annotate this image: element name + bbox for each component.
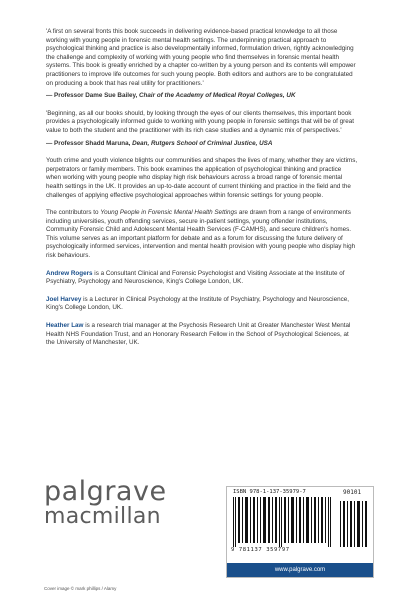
author-bio-harvey: Joel Harvey is a Lecturer in Clinical Psychology at the Institute of Psychiatry, Psychology and Neuroscience, King's College London, UK. <box>46 295 349 312</box>
author-bio-rogers: Andrew Rogers is a Consultant Clinical and Forensic Psychologist and Visiting Associate at the Institute of Psychiatry, Psychology and Neuroscience, King's College London, UK. <box>46 269 345 286</box>
description-paragraph-2: The contributors to Young People in Forensic Mental Health Settings are drawn from a range of environments including universities, youth offending services, secure in-patient settings, young offender institutions, Community Forensic Child and Adolescent Mental Health Services (F-CAMHS), and secure children's homes. This volume serves as an important platform for debate and as a forum for discussing the future delivery of psychologically informed services, intervention and mental health provision with young people who display high risk behaviours. <box>46 209 356 260</box>
barcode-number: 9 781137 359797 <box>231 547 290 553</box>
price-code: 90101 <box>343 489 362 496</box>
endorsement-attribution-1: — Professor Dame Sue Bailey, Chair of the Academy of Medical Royal Colleges, UK <box>46 92 296 100</box>
endorsement-attribution-2: — Professor Shadd Maruna, Dean, Rutgers School of Criminal Justice, USA <box>46 139 273 147</box>
addon-barcode-icon <box>340 497 368 547</box>
isbn-label: ISBN 978-1-137-35979-7 <box>233 489 306 495</box>
barcode-panel <box>226 486 374 578</box>
barcode-icon <box>233 497 333 547</box>
back-cover-text <box>46 28 358 357</box>
publisher-logo: palgrave macmillan <box>44 476 167 529</box>
endorsement-quote-2: 'Beginning, as all our books should, by looking through the eyes of our clients themselves, this important book provides a psychologically informed guide to working with young people in forensic settings that will be of great value to both the student and the practitioner with its rich case studies and a dynamic mix of perspectives.' <box>46 109 355 134</box>
description-paragraph-1: Youth crime and youth violence blights our communities and shapes the lives of many, whether they are victims, perpetrators or family members. This book examines the application of psychological thinking and practice when working with young people who display high risk behaviours across a broad range of forensic mental health settings in the UK. It provides an up-to-date account of current thinking and practice in the field and the challenges of applying effective psychological approaches within forensic settings for young people. <box>46 157 358 199</box>
endorsement-quote-1: 'A first on several fronts this book succeeds in delivering evidence-based practical knowledge to all those working with young people in forensic mental health settings. The underpinning practical approach to psychological thinking and practice is also developmentally informed, formulation driven, rightly acknowledging the challenge and complexity of working with young people who find themselves in forensic mental health systems. This book is greatly enriched by a chapter co-written by a young person and its contents will empower practitioners to improve life outcomes for such young people. Both editors and authors are to be congratulated on producing a book that has real utility for practitioners.' <box>46 28 356 87</box>
author-bio-law: Heather Law is a research trial manager at the Psychosis Research Unit at Greater Manchester West Mental Health NHS Foundation Trust, and an Honorary Research Fellow in the School of Psychological Sciences, at the University of Manchester, UK. <box>46 322 351 347</box>
cover-image-credit: Cover image © mark phillips / Alamy <box>44 586 117 591</box>
publisher-url[interactable]: www.palgrave.com <box>227 563 373 577</box>
